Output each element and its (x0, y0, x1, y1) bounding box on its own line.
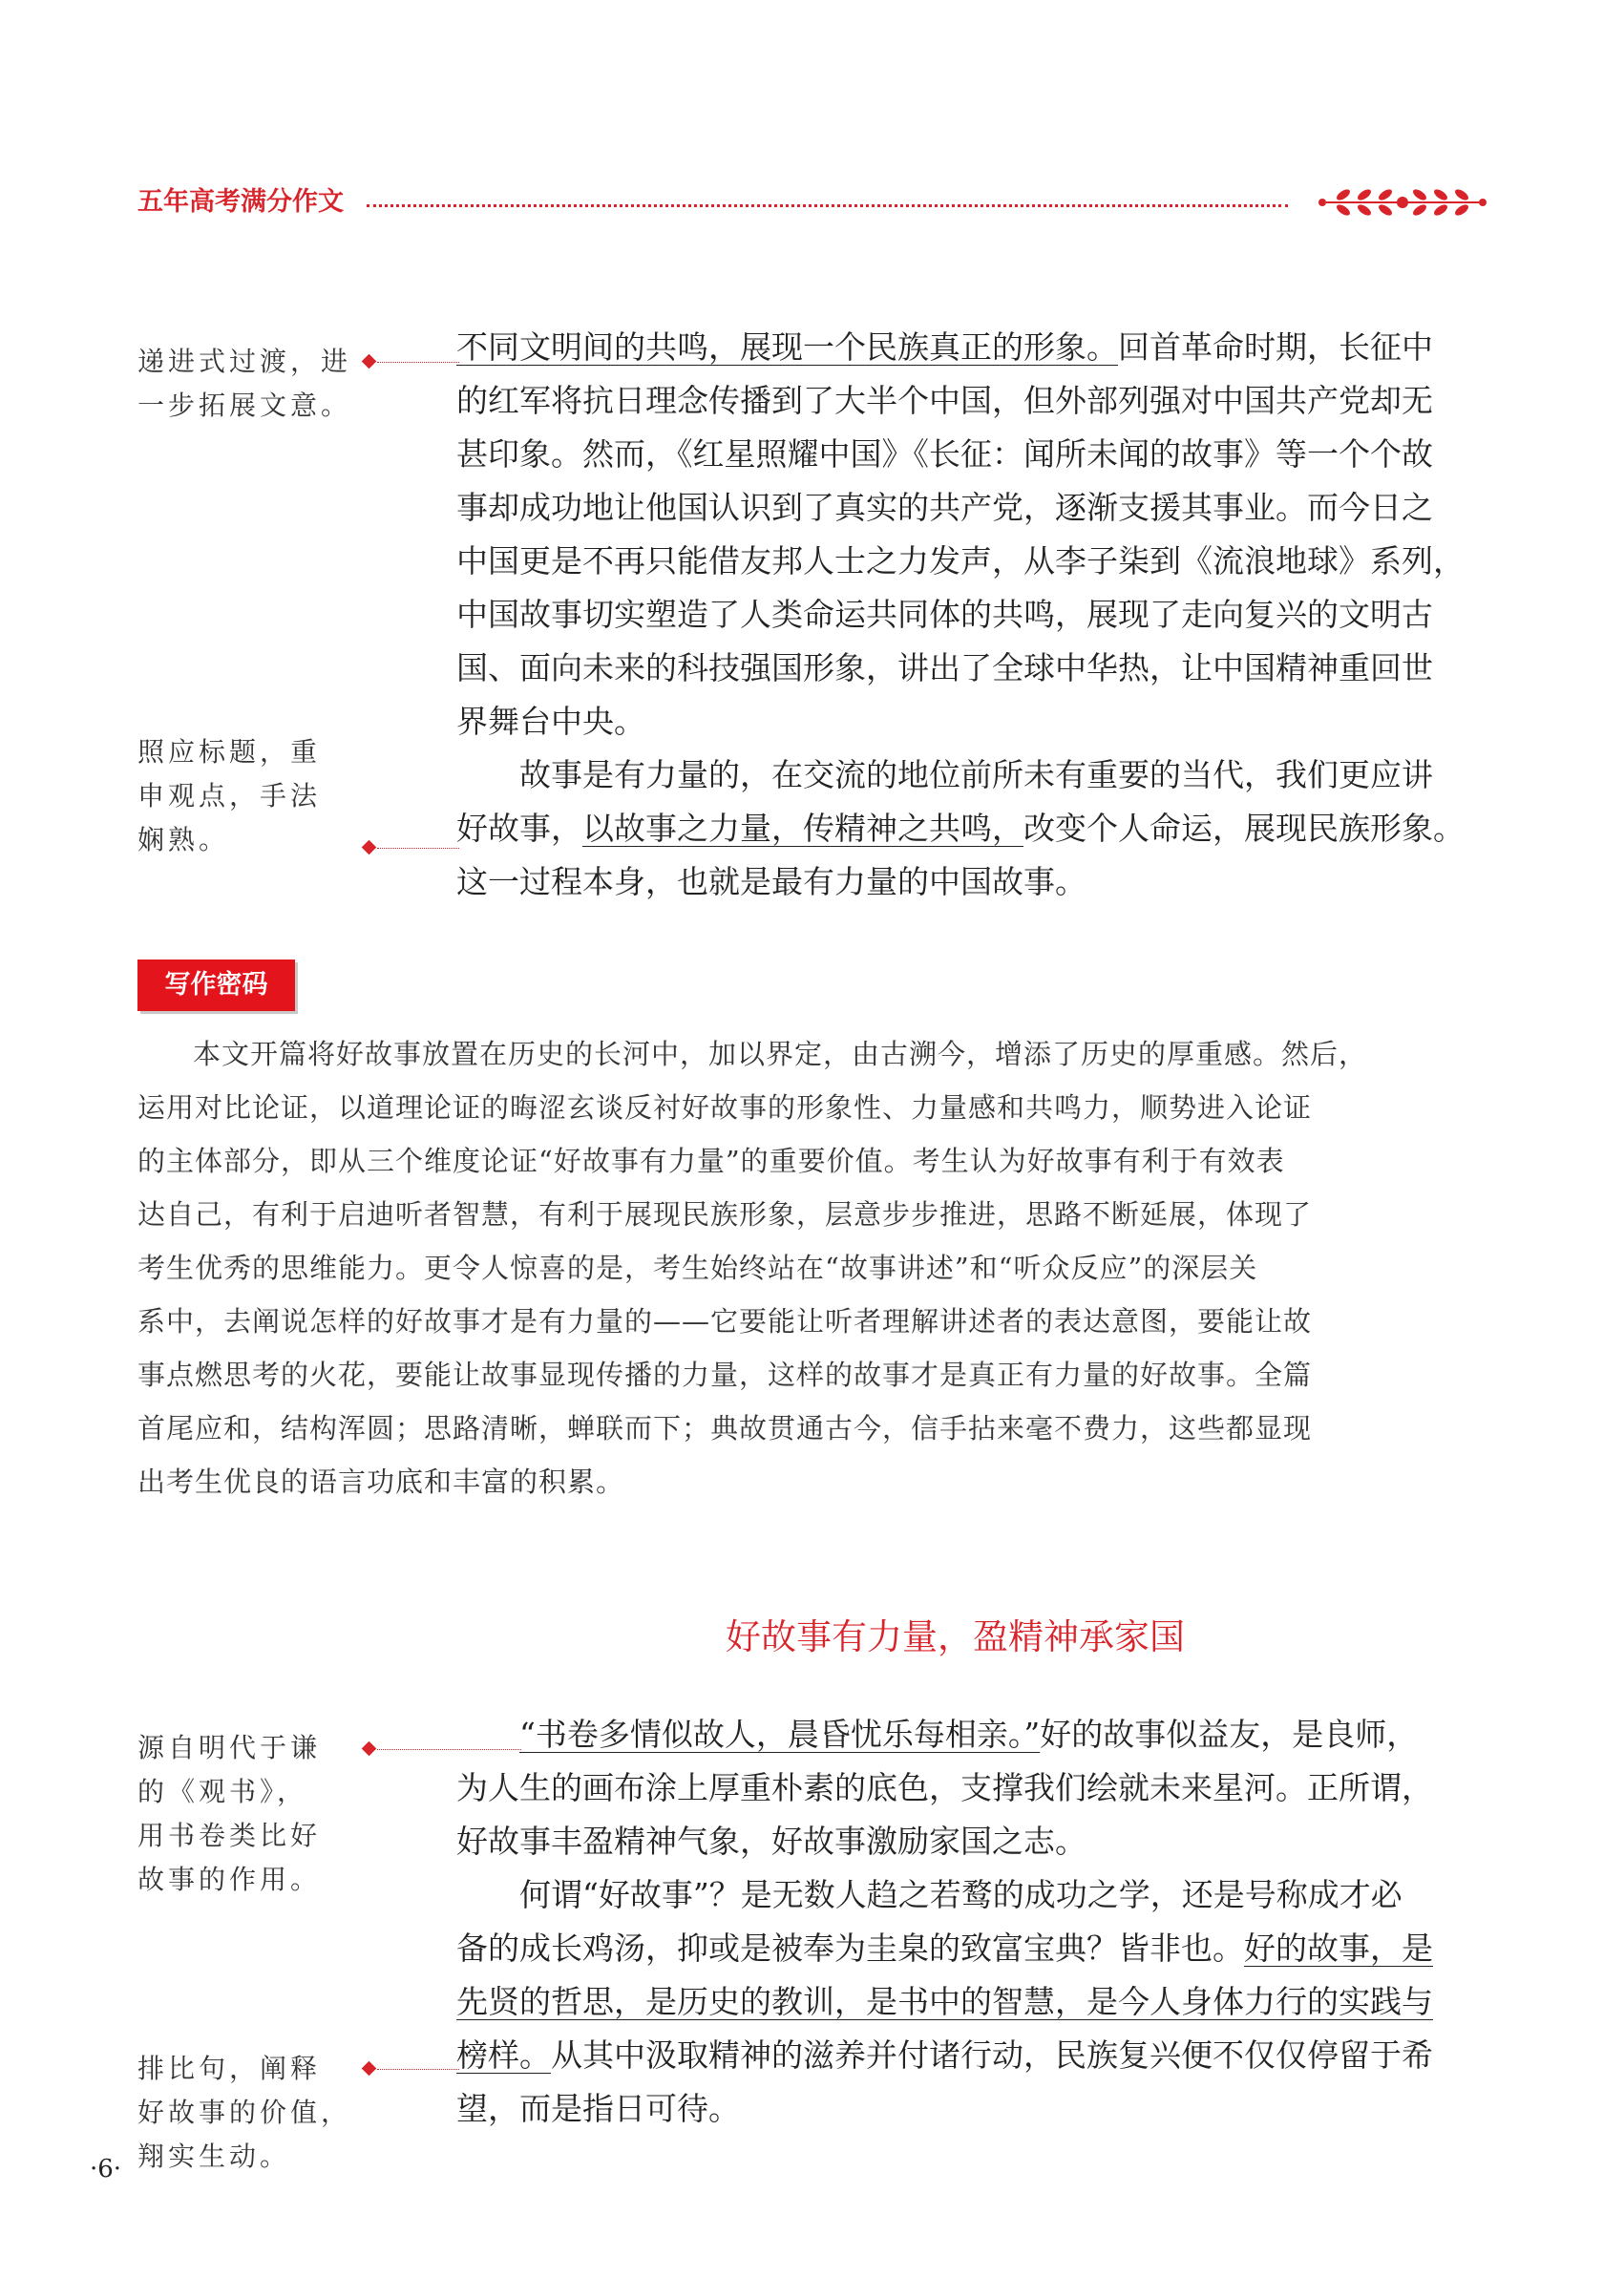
margin-note (137, 1726, 321, 1902)
note-connector (377, 362, 459, 363)
text: 回首革命时期，长征中 (1118, 328, 1433, 366)
note-marker-icon (362, 354, 377, 369)
underlined-text: 榜样。 (456, 2036, 551, 2074)
note-line: 一步拓展文意。 (137, 390, 352, 421)
header-dotted-rule (367, 204, 1288, 207)
essay-title: 好故事有力量，盈精神承家国 (726, 1616, 1185, 1657)
text-line: 中国故事切实塑造了人类命运共同体的共鸣，展现了走向复兴的文明古 (456, 596, 1433, 633)
text: 从其中汲取精神的滋养并付诸行动，民族复兴便不仅仅停留于希 (551, 2036, 1433, 2074)
underlined-text: 以故事之力量，传精神之共鸣， (582, 810, 1023, 847)
text: 备的成长鸡汤，抑或是被奉为圭臬的致富宝典？皆非也。 (456, 1930, 1244, 1967)
note-line: 申观点，手法 (137, 780, 322, 812)
text-line: 望，而是指日可待。 (456, 2090, 740, 2127)
commentary-line: 达自己，有利于启迪听者智慧，有利于展现民族形象，层意步步推进，思路不断延展，体现了 (137, 1198, 1313, 1231)
margin-note (137, 2047, 351, 2179)
note-marker-icon (362, 2061, 377, 2077)
note-line: 用书卷类比好 (137, 1820, 322, 1851)
commentary-line: 出考生优良的语言功底和丰富的积累。 (137, 1466, 625, 1498)
text-line: 的红军将抗日理念传播到了大半个中国，但外部列强对中国共产党却无 (456, 382, 1433, 419)
note-line: 娴熟。 (137, 824, 230, 855)
text-line: 甚印象。然而，《红星照耀中国》《长征：闻所未闻的故事》等一个个故 (456, 435, 1433, 473)
essay-body (456, 1708, 1491, 2136)
text-line: 事却成功地让他国认识到了真实的共产党，逐渐支援其事业。而今日之 (456, 489, 1433, 526)
underlined-quote: “书卷多情似故人，晨昏忧乐每相亲。” (519, 1716, 1041, 1753)
commentary-line: 首尾应和，结构浑圆；思路清晰，蝉联而下；典故贯通古今，信手拈来毫不费力，这些都显现 (137, 1412, 1313, 1445)
note-line: 照应标题，重 (137, 736, 322, 768)
underlined-text: 不同文明间的共鸣，展现一个民族真正的形象。 (456, 328, 1118, 366)
note-line: 故事的作用。 (137, 1864, 322, 1895)
note-line: 翔实生动。 (137, 2141, 291, 2172)
leaf-ornament-icon (1317, 185, 1488, 220)
text-line: 国、面向未来的科技强国形象，讲出了全球中华热，让中国精神重回世 (456, 649, 1433, 686)
page-number: ·6· (90, 2155, 122, 2183)
text: 好故事， (456, 810, 582, 847)
essay-continuation (456, 321, 1491, 909)
commentary-line: 运用对比论证，以道理论证的晦涩玄谈反衬好故事的形象性、力量感和共鸣力，顺势进入论证 (137, 1091, 1313, 1124)
commentary-line: 考生优秀的思维能力。更令人惊喜的是，考生始终站在“故事讲述”和“听众反应”的深层关 (137, 1252, 1258, 1284)
text-line: 这一过程本身，也就是最有力量的中国故事。 (456, 863, 1086, 900)
margin-note (137, 340, 351, 428)
note-line: 排比句，阐释 (137, 2053, 322, 2084)
text-line: 界舞台中央。 (456, 703, 645, 740)
note-line: 递进式过渡，进 (137, 346, 352, 377)
commentary-section (137, 1027, 1491, 1508)
note-line: 好故事的价值， (137, 2097, 352, 2128)
text-line: 好故事丰盈精神气象，好故事激励家国之志。 (456, 1823, 1086, 1860)
underlined-text: 先贤的哲思，是历史的教训，是书中的智慧，是今人身体力行的实践与 (456, 1983, 1433, 2020)
text: 好的故事似益友，是良师， (1040, 1716, 1419, 1753)
text-line: 何谓“好故事”？是无数人趋之若鹜的成功之学，还是号称成才必 (519, 1876, 1403, 1913)
commentary-line: 事点燃思考的火花，要能让故事显现传播的力量，这样的故事才是真正有力量的好故事。全篇 (137, 1359, 1313, 1391)
note-line: 源自明代于谦 (137, 1732, 322, 1763)
underlined-text: 好的故事，是 (1244, 1930, 1433, 1967)
note-marker-icon (362, 840, 377, 855)
text-line: 为人生的画布涂上厚重朴素的底色，支撑我们绘就未来星河。正所谓， (456, 1769, 1433, 1806)
commentary-line: 的主体部分，即从三个维度论证“好故事有力量”的重要价值。考生认为好故事有利于有效表 (137, 1145, 1285, 1177)
commentary-line: 系中，去阐说怎样的好故事才是有力量的——它要能让听者理解讲述者的表达意图，要能让故 (137, 1305, 1313, 1338)
commentary-line: 本文开篇将好故事放置在历史的长河中，加以界定，由古溯今，增添了历史的厚重感。然后， (193, 1038, 1368, 1070)
note-marker-icon (362, 1741, 377, 1757)
note-connector (377, 848, 459, 849)
text-line: 中国更是不再只能借友邦人士之力发声，从李子柒到《流浪地球》系列， (456, 542, 1465, 580)
page-header (137, 183, 1488, 221)
note-line: 的《观书》， (137, 1776, 308, 1807)
text: 改变个人命运，展现民族形象。 (1023, 810, 1465, 847)
margin-note (137, 730, 321, 862)
header-title: 五年高考满分作文 (137, 187, 344, 217)
section-badge: 写作密码 (137, 960, 295, 1011)
text-line: 故事是有力量的，在交流的地位前所未有重要的当代，我们更应讲 (519, 756, 1433, 793)
note-connector (377, 2069, 459, 2070)
